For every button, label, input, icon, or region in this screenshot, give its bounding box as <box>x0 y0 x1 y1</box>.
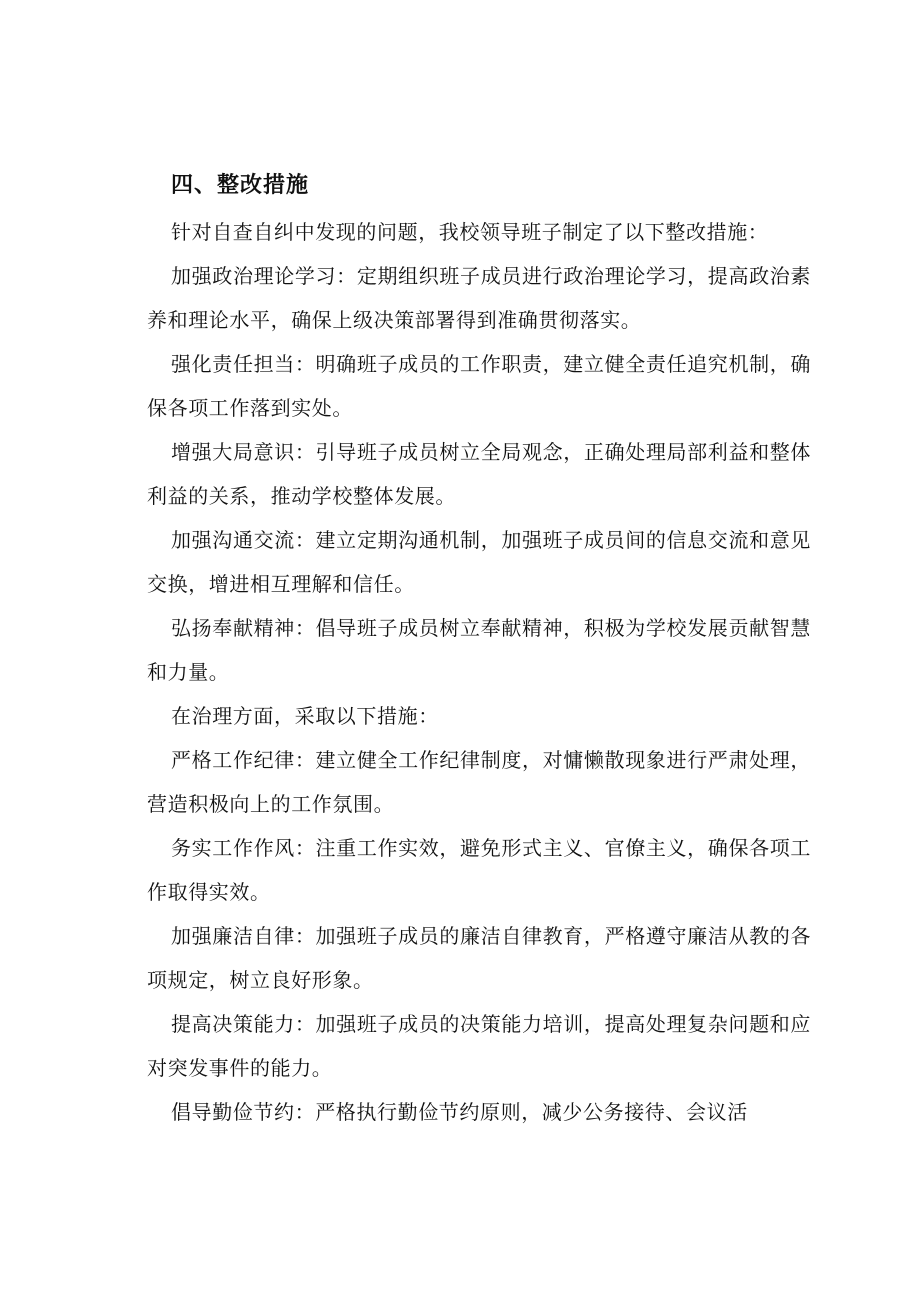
paragraph-overall-awareness: 增强大局意识：引导班子成员树立全局观念，正确处理局部利益和整体利益的关系，推动学校整体发展。 <box>147 440 811 508</box>
document-body <box>147 162 811 1134</box>
paragraph-frugality: 倡导勤俭节约：严格执行勤俭节约原则，减少公务接待、会议活 <box>171 1100 748 1124</box>
paragraph-responsibility: 强化责任担当：明确班子成员的工作职责，建立健全责任追究机制，确保各项工作落到实处。 <box>147 352 811 420</box>
paragraph-governance-intro: 在治理方面，采取以下措施： <box>171 704 439 728</box>
paragraph-political-study: 加强政治理论学习：定期组织班子成员进行政治理论学习，提高政治素养和理论水平，确保上级决策部署得到准确贯彻落实。 <box>147 264 811 332</box>
paragraph-integrity: 加强廉洁自律：加强班子成员的廉洁自律教育，严格遵守廉洁从教的各项规定，树立良好形象。 <box>147 924 811 992</box>
paragraph-decision-making: 提高决策能力：加强班子成员的决策能力培训，提高处理复杂问题和应对突发事件的能力。 <box>147 1012 811 1080</box>
paragraph-intro: 针对自查自纠中发现的问题，我校领导班子制定了以下整改措施： <box>171 220 769 244</box>
paragraph-communication: 加强沟通交流：建立定期沟通机制，加强班子成员间的信息交流和意见交换，增进相互理解和信任。 <box>147 528 811 596</box>
paragraph-work-discipline: 严格工作纪律：建立健全工作纪律制度，对慵懒散现象进行严肃处理，营造积极向上的工作氛围。 <box>147 748 811 816</box>
paragraph-work-style: 务实工作作风：注重工作实效，避免形式主义、官僚主义，确保各项工作取得实效。 <box>147 836 811 904</box>
section-heading: 四、整改措施 <box>171 173 310 198</box>
paragraph-dedication: 弘扬奉献精神：倡导班子成员树立奉献精神，积极为学校发展贡献智慧和力量。 <box>147 616 811 684</box>
paragraph-list <box>147 210 811 1134</box>
